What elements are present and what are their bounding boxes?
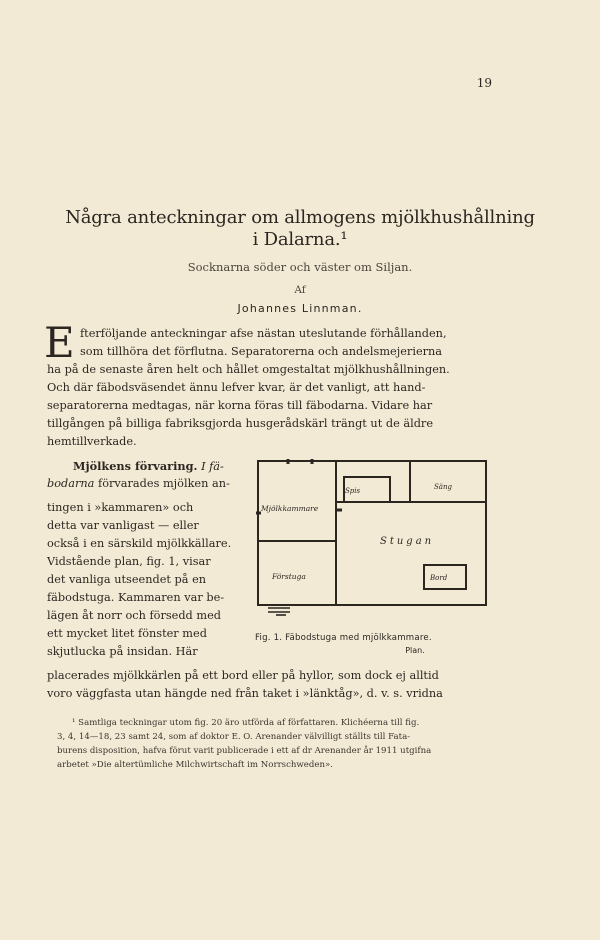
title-line-1: Några anteckningar om allmogens mjölkhushållning [65, 207, 535, 228]
intro-line: som tillhöra det förflutna. Separatorerna och andelsmejerierna [80, 345, 443, 358]
figure-caption-sub: Plan. [405, 646, 425, 655]
intro-line: ha på de senaste åren helt och hållet omgestaltat mjölkhushållningen. [47, 363, 450, 376]
figure-caption: Fig. 1. Fäbodstuga med mjölkkammare. [255, 633, 432, 643]
footnote-line: arbetet »Die altertümliche Milchwirtschaft im Norrschweden». [57, 760, 333, 770]
intro-line: separatorerna medtagas, när korna föras till fäbodarna. Vidare har [47, 399, 433, 412]
intro-line: hemtillverkade. [47, 435, 137, 448]
section-line: placerades mjölkkärlen på ett bord eller på hyllor, som dock ej alltid [47, 669, 439, 682]
section-line: voro väggfasta utan hängde ned från taket i »länktåg», d. v. s. vridna [47, 687, 443, 700]
room-label-sang: Säng [434, 483, 452, 491]
room-label-bord: Bord [430, 574, 448, 582]
section-line: skjutlucka på insidan. Här [47, 645, 198, 658]
title-line-2: i Dalarna.¹ [252, 229, 348, 250]
intro-line: fterföljande anteckningar afse nästan uteslutande förhållanden, [80, 327, 447, 340]
section-italic-word: bodarna [47, 477, 95, 490]
drop-cap: E [44, 318, 75, 367]
section-heading: Mjölkens förvaring. [73, 459, 198, 473]
article-title [30, 207, 570, 251]
footnote-line: ¹ Samtliga teckningar utom fig. 20 äro utförda af författaren. Klichéerna till fig. [72, 718, 420, 728]
page-number: 19 [476, 76, 492, 90]
section-first-line [73, 458, 224, 475]
section-line: tingen i »kammaren» och [47, 501, 194, 514]
section-line: detta var vanligast — eller [47, 519, 199, 532]
intro-line: Och där fäbodsväsendet ännu lefver kvar, är det vanligt, att hand- [47, 381, 426, 394]
article-subtitle: Socknarna söder och väster om Siljan. [187, 260, 413, 274]
footnote-line: burens disposition, hafva förut varit publicerade i ett af dr Arenander år 1911 utgifna [57, 746, 432, 756]
room-label-mjolkkammare: Mjölkkammare [261, 504, 319, 513]
plan-door-symbol [268, 608, 290, 615]
room-label-forstuga: Förstuga [272, 572, 306, 581]
floor-plan-figure [252, 455, 490, 627]
section-line: lägen åt norr och försedd med [47, 609, 222, 622]
section-line: Vidstående plan, fig. 1, visar [47, 555, 211, 568]
section-line: fäbodstuga. Kammaren var be- [47, 591, 225, 604]
section-line: ett mycket litet fönster med [47, 627, 207, 640]
author-name: Johannes Linnman. [237, 302, 363, 315]
footnote-line: 3, 4, 14—18, 23 samt 24, som af doktor E. O. Arenander välvilligt ställts till Fata- [57, 732, 411, 742]
section-line: också i en särskild mjölkkällare. [47, 537, 232, 550]
byline: Af [294, 284, 306, 296]
section-line-rest: förvarades mjölken an- [98, 477, 230, 490]
room-label-spis: Spis [345, 487, 361, 495]
intro-line: tillgången på billiga fabriksgjorda husgerådskärl trängt ut de äldre [47, 417, 434, 430]
section-line: det vanliga utseendet på en [47, 573, 207, 586]
section-italic-lead: I fä- [201, 460, 224, 473]
room-label-stugan: Stugan [380, 536, 435, 547]
section-line [47, 476, 230, 492]
